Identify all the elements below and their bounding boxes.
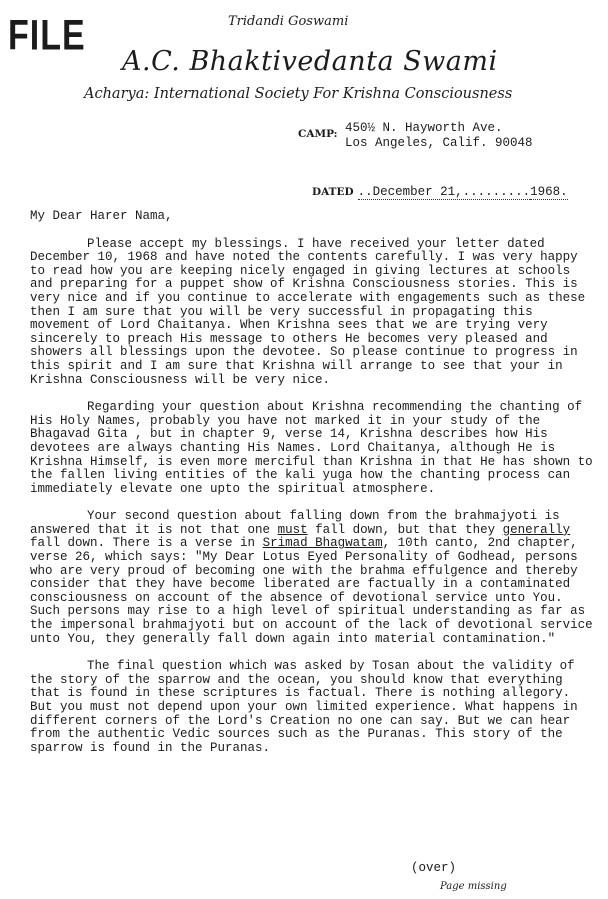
emphasis-generally: generally: [502, 522, 571, 537]
date-day: ..December 21,.........: [357, 185, 531, 199]
emphasis-must: must: [277, 522, 308, 537]
camp-address: [345, 121, 533, 151]
camp-label: CAMP:: [298, 128, 338, 140]
salutation: My Dear Harer Nama,: [30, 209, 173, 223]
date-year: 1968.: [530, 185, 568, 199]
book-title-srimad-bhagwatam: Srimad Bhagwatam: [262, 536, 383, 551]
continued-over: (over): [411, 861, 457, 875]
camp-address-line1: 450½ N. Hayworth Ave.: [345, 121, 503, 135]
date-label: DATED: [312, 186, 354, 198]
date-line: [312, 185, 568, 199]
paragraph-sparrow-story: The final question which was asked by Tosan about the validity of the story of the sparrow and the ocean, you should know that everything that is found in these scriptures is factual. There is nothing allegory. But you must not depend upon your own limited experience. What happens in different corners of the Lord's Creation no one can say. But we can hear from the authentic Vedic sources such as the Puranas. This story of the sparrow is found in the Puranas.: [30, 659, 578, 755]
paragraph-blessings: Please accept my blessings. I have received your letter dated December 10, 1968 and have noted the contents carefully. I was very happy to read how you are keeping nicely engaged in giving lectures at schools and preparing for a puppet show of Krishna Consciousness stories. This is very nice and if you continue to accelerate with engagements such as these then I am sure that you will be very successful in propagating this movement of Lord Chaitanya. When Krishna sees that we are trying very sincerely to preach His message to others He becomes very pleased and showers all blessings upon the devotee. So please continue to progress in this spirit and I am sure that Krishna will arrange to see that your in Krishna Consciousness will be very nice.: [30, 236, 586, 387]
file-stamp: FILE: [8, 12, 86, 60]
handwritten-note: Page missing: [440, 881, 507, 892]
paragraph-holy-names: Regarding your question about Krishna recommending the chanting of His Holy Names, probably you have not marked it in your study of the Bhagavad Gita , but in chapter 9, verse 14, Krishna describes how His devotees are always chanting His Names. Lord Chaitanya, although He is Krishna Himself, is even more merciful than Krishna in that He has shown to the fallen living entities of the kali yuga how the chanting process can immediately elevate one upto the spiritual atmosphere.: [30, 400, 593, 496]
camp-address-line2: Los Angeles, Calif. 90048: [345, 136, 533, 150]
sender-title: Acharya: International Society For Krishna Consciousness: [84, 86, 513, 102]
paragraph-brahmajyoti: Your second question about falling down from the brahmajyoti is answered that it is not that one must fall down, but that they generally fall down. There is a verse in Srimad Bhagwatam, 10th canto, 2nd chapter, verse 26, which says: "My Dear Lotus Eyed Personality of Godhead, persons who are very proud of becoming one with the brahma effulgence and thereby consider that they have become liberated are factually in a contaminated consciousness on account of the absence of devotional service unto You. Such persons may rise to a high level of spiritual understanding as far as the impersonal brahmajyoti but on account of the lack of devotional service unto You, they generally fall down again into material contamination.": [30, 509, 593, 646]
sender-small-name: Tridandi Goswami: [228, 14, 349, 29]
letter-body: [30, 210, 600, 769]
sender-name: A.C. Bhaktivedanta Swami: [122, 46, 498, 77]
